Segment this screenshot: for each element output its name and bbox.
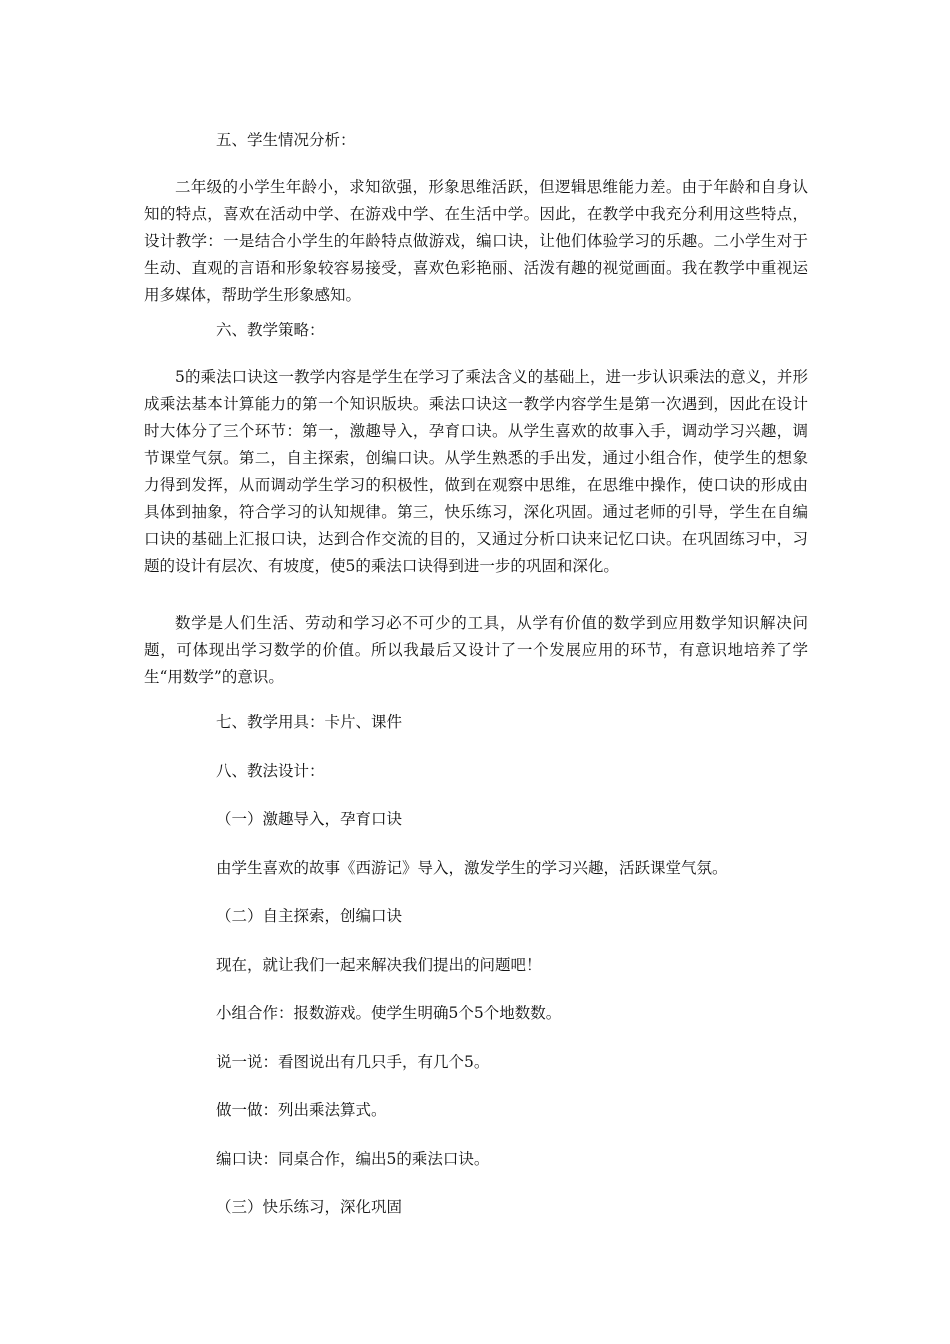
step-3-title: （三）快乐练习，深化巩固 <box>216 1198 403 1216</box>
step-2-intro: 现在，就让我们一起来解决我们提出的问题吧！ <box>216 956 542 974</box>
step-2-title: （二）自主探索，创编口诀 <box>216 907 403 925</box>
step-1-title: （一）激趣导入，孕育口诀 <box>216 810 403 828</box>
section-6-paragraph-1: 5的乘法口诀这一教学内容是学生在学习了乘法含义的基础上，进一步认识乘法的意义，并形成乘法基本计算能力的第一个知识版块。乘法口诀这一教学内容学生是第一次遇到，因此在设计时大体分了三个环节：第一，激趣导入，孕育口诀。从学生喜欢的故事入手，调动学习兴趣，调节课堂气氛。第二，自主探索，创编口诀。从学生熟悉的手出发，通过小组合作，使学生的想象力得到发挥，从而调动学生学习的积极性，做到在观察中思维，在思维中操作，使口诀的形成由具体到抽象，符合学习的认知规律。第三，快乐练习，深化巩固。通过老师的引导，学生在自编口诀的基础上汇报口诀，达到合作交流的目的，又通过分析口诀来记忆口诀。在巩固练习中，习题的设计有层次、有坡度，使5的乘法口诀得到进一步的巩固和深化。 <box>144 368 808 575</box>
activity-say: 说一说：看图说出有几只手，有几个5。 <box>216 1053 490 1071</box>
activity-do: 做一做：列出乘法算式。 <box>216 1101 387 1119</box>
section-5-paragraph: 二年级的小学生年龄小，求知欲强，形象思维活跃，但逻辑思维能力差。由于年龄和自身认知的特点，喜欢在活动中学、在游戏中学、在生活中学。因此，在教学中我充分利用这些特点，设计教学：一是结合小学生的年龄特点做游戏，编口诀，让他们体验学习的乐趣。二小学生对于生动、直观的言语和形象较容易接受，喜欢色彩艳丽、活泼有趣的视觉画面。我在教学中重视运用多媒体，帮助学生形象感知。 <box>144 178 808 304</box>
activity-compose-rhyme: 编口诀：同桌合作，编出5的乘法口诀。 <box>216 1150 490 1168</box>
section-5-heading: 五、学生情况分析： <box>216 131 356 149</box>
section-8-heading: 八、教法设计： <box>216 762 325 780</box>
section-7-heading: 七、教学用具：卡片、课件 <box>216 713 403 731</box>
section-6-paragraph-2: 数学是人们生活、劳动和学习必不可少的工具，从学有价值的数学到应用数学知识解决问题，可体现出学习数学的价值。所以我最后又设计了一个发展应用的环节，有意识地培养了学生“用数学”的意识。 <box>144 614 808 686</box>
activity-group-work: 小组合作：报数游戏。使学生明确5个5个地数数。 <box>216 1004 562 1022</box>
section-6-heading: 六、教学策略： <box>216 321 325 339</box>
step-1-text: 由学生喜欢的故事《西游记》导入，激发学生的学习兴趣，活跃课堂气氛。 <box>216 859 728 877</box>
